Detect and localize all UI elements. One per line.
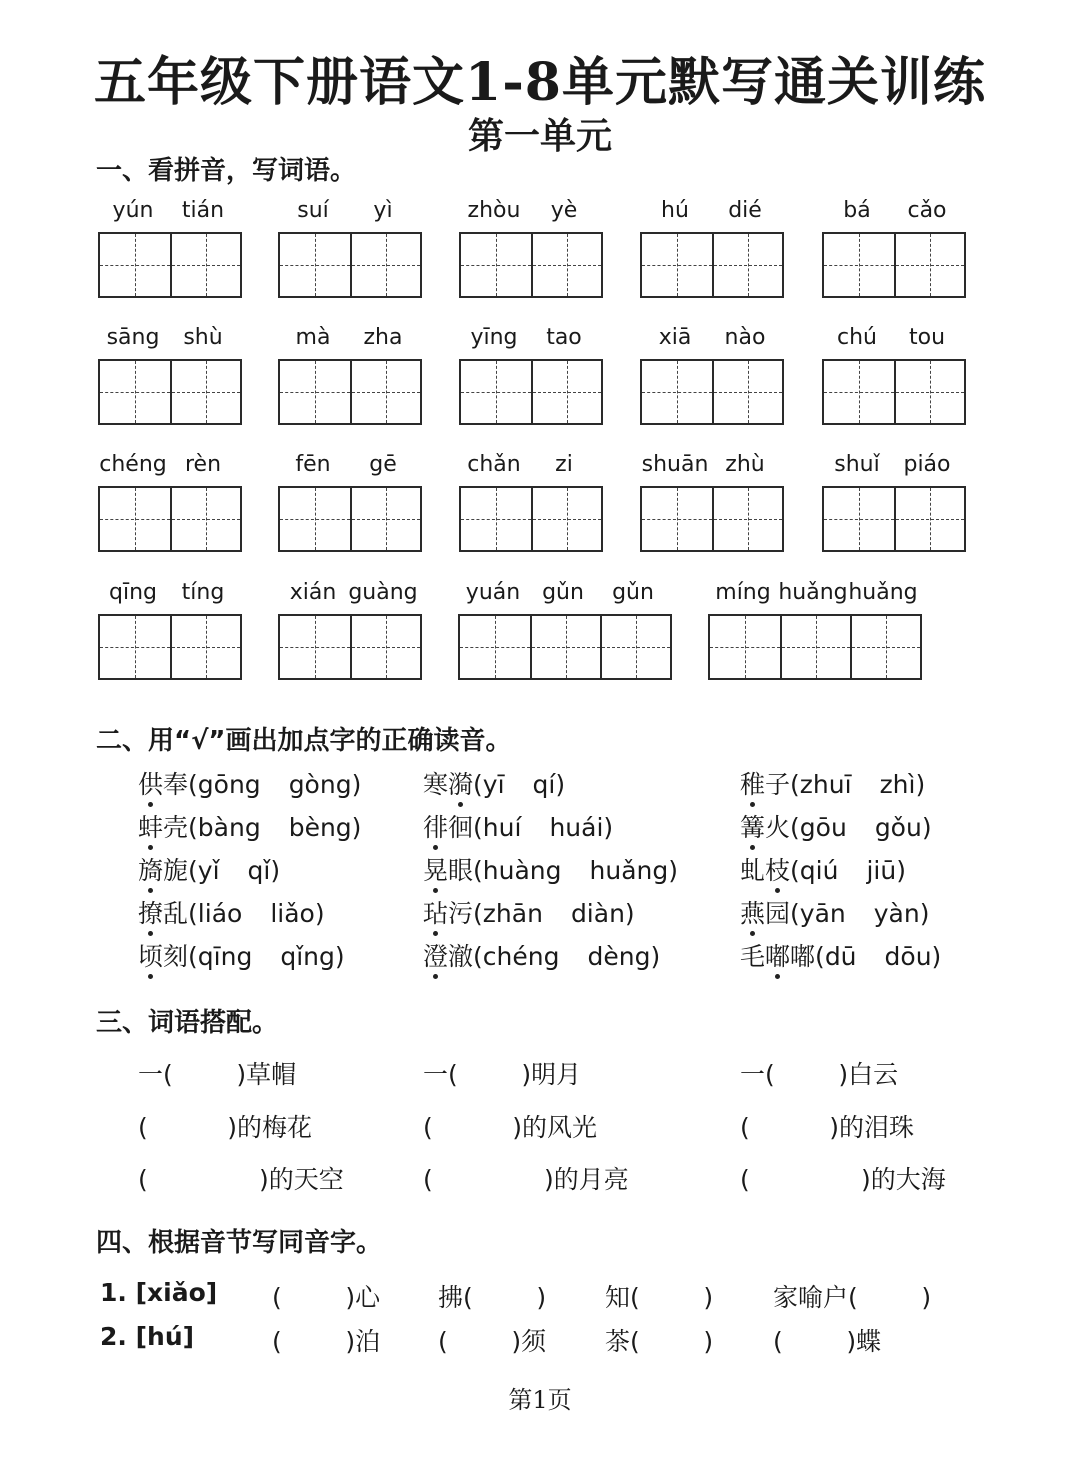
word-item: [278, 580, 418, 610]
pinyin-syllable: fēn: [295, 452, 331, 477]
word-suffix: 徊: [448, 813, 474, 842]
pinyin-syllable: sāng: [106, 325, 160, 350]
pinyin-syllable: shuǐ: [834, 452, 880, 477]
reading-option-2[interactable]: gǒu: [874, 813, 922, 842]
writing-grid[interactable]: [640, 232, 784, 298]
pronunciation-item: [423, 851, 678, 887]
pinyin-syllable: dié: [728, 198, 762, 223]
word-item: [640, 325, 780, 355]
section3-heading: 三、词语搭配。: [96, 1008, 279, 1038]
tianzi-cell[interactable]: [642, 361, 712, 423]
word-item: [278, 325, 418, 355]
tianzi-cell[interactable]: [280, 361, 350, 423]
pronunciation-item: [740, 937, 941, 973]
word-prefix: 虬: [740, 856, 766, 885]
tianzi-cell[interactable]: [350, 488, 420, 550]
matching-blank[interactable]: ( )的天空: [138, 1165, 344, 1194]
tianzi-cell[interactable]: [710, 616, 780, 678]
close-paren: ): [921, 813, 932, 842]
writing-grid[interactable]: [98, 359, 242, 425]
tianzi-cell[interactable]: [824, 234, 894, 296]
writing-grid[interactable]: [98, 232, 242, 298]
pronunciation-item: [423, 808, 613, 844]
tianzi-cell[interactable]: [350, 234, 420, 296]
close-paren: ): [314, 899, 325, 928]
pinyin-syllable: tíng: [181, 580, 225, 605]
word-item: [822, 452, 962, 482]
word-suffix: 火: [765, 813, 791, 842]
reading-option-2[interactable]: qǐng: [280, 942, 335, 971]
tianzi-cell[interactable]: [850, 616, 920, 678]
close-paren: ): [351, 813, 362, 842]
writing-grid[interactable]: [822, 486, 966, 552]
word-suffix: 刻: [163, 942, 189, 971]
pinyin-syllable: hú: [661, 198, 689, 223]
pronunciation-item: [740, 765, 925, 801]
word-item: [640, 452, 780, 482]
pronunciation-item: [138, 894, 325, 930]
reading-option-1[interactable]: zhān: [482, 899, 543, 928]
pinyin-syllable: bá: [843, 198, 871, 223]
word-item: [458, 580, 668, 610]
tianzi-cell[interactable]: [170, 488, 240, 550]
pinyin-syllable: suí: [297, 198, 329, 223]
pronunciation-item: [740, 894, 930, 930]
word-suffix: 园: [765, 899, 791, 928]
close-paren: ): [603, 813, 614, 842]
word-item: [98, 452, 238, 482]
reading-option-1[interactable]: qiú: [799, 856, 839, 885]
tianzi-cell[interactable]: [460, 616, 530, 678]
writing-grid[interactable]: [98, 486, 242, 552]
tianzi-cell[interactable]: [824, 361, 894, 423]
matching-blank[interactable]: 一( )草帽: [138, 1060, 297, 1089]
open-paren: (: [790, 770, 800, 799]
reading-option-2[interactable]: jiū: [866, 856, 897, 885]
close-paren: ): [915, 770, 926, 799]
word-item: [98, 580, 238, 610]
word-item: [459, 198, 599, 228]
pinyin-syllable: qīng: [109, 580, 157, 605]
writing-grid[interactable]: [458, 614, 672, 680]
tianzi-cell[interactable]: [531, 234, 601, 296]
tianzi-cell[interactable]: [712, 361, 782, 423]
word-suffix: 眼: [448, 856, 474, 885]
word-prefix: 毛: [740, 942, 766, 971]
writing-grid[interactable]: [459, 232, 603, 298]
reading-option-1[interactable]: bàng: [197, 813, 261, 842]
matching-blank[interactable]: 一( )明月: [423, 1060, 582, 1089]
open-paren: (: [790, 813, 800, 842]
writing-grid[interactable]: [459, 486, 603, 552]
close-paren: ): [650, 942, 661, 971]
writing-grid[interactable]: [98, 614, 242, 680]
word-suffix: 旎: [163, 856, 189, 885]
dotted-char: 燕: [740, 894, 765, 930]
word-suffix: 嘟: [790, 942, 816, 971]
pinyin-syllable: mà: [295, 325, 331, 350]
reading-option-1[interactable]: liáo: [197, 899, 243, 928]
unit-title: 第一单元: [467, 115, 612, 157]
tianzi-cell[interactable]: [461, 361, 531, 423]
word-suffix: 奉: [163, 770, 189, 799]
pinyin-syllable: tián: [181, 198, 225, 223]
close-paren: ): [555, 770, 566, 799]
dotted-char: 蚌: [138, 808, 163, 844]
homophone-blank[interactable]: 知( ): [605, 1283, 714, 1312]
open-paren: (: [815, 942, 825, 971]
pronunciation-item: [423, 937, 660, 973]
page-title: 五年级下册语文1-8单元默写通关训练: [94, 52, 986, 113]
word-prefix: 寒: [423, 770, 449, 799]
word-item: [640, 198, 780, 228]
word-suffix: 澈: [448, 942, 474, 971]
syllable-label: 1. [xiǎo]: [100, 1278, 218, 1307]
reading-option-2[interactable]: yàn: [873, 899, 920, 928]
word-item: [98, 325, 238, 355]
tianzi-cell[interactable]: [100, 234, 170, 296]
open-paren: (: [473, 770, 483, 799]
pinyin-syllable: xián: [289, 580, 337, 605]
reading-option-2[interactable]: dōu: [884, 942, 932, 971]
word-suffix: 子: [765, 770, 791, 799]
pinyin-syllable: míng: [715, 580, 771, 605]
tianzi-cell[interactable]: [894, 234, 964, 296]
section2-heading: 二、用“√”画出加点字的正确读音。: [96, 726, 512, 756]
close-paren: ): [351, 770, 362, 799]
word-item: [822, 198, 962, 228]
pinyin-syllable: huǎng: [778, 580, 848, 605]
pinyin-syllable: yuán: [465, 580, 521, 605]
close-paren: ): [896, 856, 906, 885]
reading-option-1[interactable]: yǐ: [197, 856, 220, 885]
tianzi-cell[interactable]: [530, 616, 600, 678]
section1-heading: 一、看拼音，写词语。: [96, 156, 357, 186]
word-item: [278, 198, 418, 228]
reading-option-2[interactable]: huái: [549, 813, 604, 842]
tianzi-cell[interactable]: [894, 361, 964, 423]
writing-grid[interactable]: [640, 359, 784, 425]
writing-grid[interactable]: [822, 359, 966, 425]
tianzi-cell[interactable]: [280, 234, 350, 296]
writing-grid[interactable]: [459, 359, 603, 425]
word-item: [708, 580, 918, 610]
pinyin-syllable: shuān: [641, 452, 709, 477]
tianzi-cell[interactable]: [170, 361, 240, 423]
word-item: [822, 325, 962, 355]
word-suffix: 壳: [163, 813, 189, 842]
pinyin-syllable: chú: [837, 325, 877, 350]
pinyin-syllable: zhòu: [467, 198, 521, 223]
close-paren: ): [270, 856, 281, 885]
reading-option-1[interactable]: qīng: [197, 942, 253, 971]
dotted-char: 漪: [448, 765, 473, 801]
tianzi-cell[interactable]: [461, 234, 531, 296]
tianzi-cell[interactable]: [350, 616, 420, 678]
pronunciation-item: [138, 851, 280, 887]
homophone-blank[interactable]: 拂( ): [438, 1283, 547, 1312]
tianzi-cell[interactable]: [100, 488, 170, 550]
homophone-blank[interactable]: ( )须: [438, 1327, 547, 1356]
tianzi-cell[interactable]: [350, 361, 420, 423]
page-number: 第1页: [508, 1386, 572, 1414]
tianzi-cell[interactable]: [894, 488, 964, 550]
close-paren: ): [931, 942, 942, 971]
close-paren: ): [919, 899, 930, 928]
pinyin-syllable: yún: [112, 198, 154, 223]
dotted-char: 供: [138, 765, 163, 801]
pinyin-syllable: huǎng: [848, 580, 918, 605]
pinyin-syllable: zha: [363, 325, 403, 350]
pinyin-syllable: rèn: [184, 452, 222, 477]
writing-grid[interactable]: [822, 232, 966, 298]
homophone-blank[interactable]: ( )心: [272, 1283, 381, 1312]
pinyin-syllable: cǎo: [907, 198, 947, 223]
dotted-char: 旖: [138, 851, 163, 887]
pinyin-syllable: yì: [373, 198, 393, 223]
reading-option-2[interactable]: qǐ: [247, 856, 271, 885]
reading-option-1[interactable]: dū: [824, 942, 857, 971]
open-paren: (: [473, 899, 483, 928]
reading-option-2[interactable]: liǎo: [270, 899, 315, 928]
pronunciation-item: [138, 808, 361, 844]
dotted-char: 嘟: [765, 937, 790, 973]
open-paren: (: [188, 942, 198, 971]
close-paren: ): [624, 899, 635, 928]
open-paren: (: [188, 813, 198, 842]
tianzi-cell[interactable]: [531, 361, 601, 423]
pronunciation-item: [423, 765, 565, 801]
dotted-char: 顷: [138, 937, 163, 973]
tianzi-cell[interactable]: [280, 616, 350, 678]
pronunciation-item: [740, 851, 906, 887]
pinyin-syllable: nào: [724, 325, 766, 350]
matching-blank[interactable]: ( )的泪珠: [740, 1113, 914, 1142]
pronunciation-item: [740, 808, 932, 844]
tianzi-cell[interactable]: [531, 488, 601, 550]
reading-option-2[interactable]: huǎng: [589, 856, 669, 885]
pinyin-syllable: piáo: [903, 452, 951, 477]
writing-grid[interactable]: [278, 614, 422, 680]
reading-option-1[interactable]: huí: [482, 813, 522, 842]
writing-grid[interactable]: [278, 359, 422, 425]
pinyin-syllable: gē: [369, 452, 397, 477]
word-suffix: 污: [448, 899, 474, 928]
dotted-char: 徘: [423, 808, 448, 844]
reading-option-2[interactable]: gòng: [288, 770, 352, 799]
pinyin-syllable: guàng: [348, 580, 418, 605]
pinyin-syllable: tou: [908, 325, 946, 350]
word-item: [98, 198, 238, 228]
dotted-char: 撩: [138, 894, 163, 930]
open-paren: (: [188, 856, 198, 885]
reading-option-1[interactable]: yān: [799, 899, 846, 928]
reading-option-1[interactable]: gōng: [197, 770, 261, 799]
word-item: [459, 452, 599, 482]
matching-blank[interactable]: ( )的风光: [423, 1113, 597, 1142]
open-paren: (: [473, 856, 483, 885]
open-paren: (: [188, 899, 198, 928]
dotted-char: 篝: [740, 808, 765, 844]
matching-blank[interactable]: ( )的梅花: [138, 1113, 312, 1142]
tianzi-cell[interactable]: [461, 488, 531, 550]
tianzi-cell[interactable]: [642, 488, 712, 550]
homophone-blank[interactable]: ( )蝶: [773, 1327, 882, 1356]
pronunciation-item: [138, 937, 345, 973]
dotted-char: 枝: [765, 851, 790, 887]
pinyin-syllable: chéng: [99, 452, 167, 477]
pinyin-syllable: zhù: [725, 452, 765, 477]
homophone-blank[interactable]: ( )泊: [272, 1327, 381, 1356]
reading-option-2[interactable]: bèng: [288, 813, 352, 842]
writing-grid[interactable]: [278, 486, 422, 552]
tianzi-cell[interactable]: [170, 616, 240, 678]
open-paren: (: [790, 856, 800, 885]
homophone-blank[interactable]: 茶( ): [605, 1327, 714, 1356]
pinyin-syllable: tao: [546, 325, 582, 350]
close-paren: ): [334, 942, 345, 971]
tianzi-cell[interactable]: [712, 488, 782, 550]
open-paren: (: [473, 813, 483, 842]
word-item: [459, 325, 599, 355]
matching-blank[interactable]: ( )的月亮: [423, 1165, 629, 1194]
reading-option-2[interactable]: qí: [532, 770, 556, 799]
pinyin-syllable: gǔn: [612, 580, 654, 605]
tianzi-cell[interactable]: [600, 616, 670, 678]
tianzi-cell[interactable]: [170, 234, 240, 296]
word-suffix: 乱: [163, 899, 189, 928]
tianzi-cell[interactable]: [280, 488, 350, 550]
open-paren: (: [188, 770, 198, 799]
syllable-label: 2. [hú]: [100, 1322, 195, 1351]
reading-option-1[interactable]: yī: [482, 770, 505, 799]
homophone-blank[interactable]: 家喻户( ): [773, 1283, 932, 1312]
writing-grid[interactable]: [278, 232, 422, 298]
dotted-char: 晃: [423, 851, 448, 887]
pinyin-syllable: yè: [550, 198, 578, 223]
section4-heading: 四、根据音节写同音字。: [96, 1228, 383, 1258]
pinyin-syllable: yīng: [470, 325, 518, 350]
pinyin-syllable: gǔn: [542, 580, 584, 605]
tianzi-cell[interactable]: [824, 488, 894, 550]
reading-option-2[interactable]: zhì: [879, 770, 916, 799]
pinyin-syllable: chǎn: [467, 452, 521, 477]
tianzi-cell[interactable]: [642, 234, 712, 296]
tianzi-cell[interactable]: [100, 361, 170, 423]
writing-grid[interactable]: [708, 614, 922, 680]
open-paren: (: [473, 942, 483, 971]
pronunciation-item: [423, 894, 635, 930]
reading-option-2[interactable]: dèng: [587, 942, 651, 971]
tianzi-cell[interactable]: [780, 616, 850, 678]
matching-blank[interactable]: 一( )白云: [740, 1060, 899, 1089]
matching-blank[interactable]: ( )的大海: [740, 1165, 946, 1194]
pinyin-syllable: xiā: [658, 325, 692, 350]
pinyin-syllable: zi: [555, 452, 573, 477]
reading-option-2[interactable]: diàn: [570, 899, 625, 928]
word-item: [278, 452, 418, 482]
open-paren: (: [790, 899, 800, 928]
pronunciation-item: [138, 765, 361, 801]
reading-option-1[interactable]: chéng: [482, 942, 560, 971]
tianzi-cell[interactable]: [100, 616, 170, 678]
dotted-char: 玷: [423, 894, 448, 930]
close-paren: ): [668, 856, 679, 885]
writing-grid[interactable]: [640, 486, 784, 552]
dotted-char: 澄: [423, 937, 448, 973]
dotted-char: 稚: [740, 765, 765, 801]
reading-option-1[interactable]: zhuī: [799, 770, 852, 799]
reading-option-1[interactable]: huàng: [482, 856, 562, 885]
pinyin-syllable: shù: [183, 325, 223, 350]
reading-option-1[interactable]: gōu: [799, 813, 847, 842]
tianzi-cell[interactable]: [712, 234, 782, 296]
